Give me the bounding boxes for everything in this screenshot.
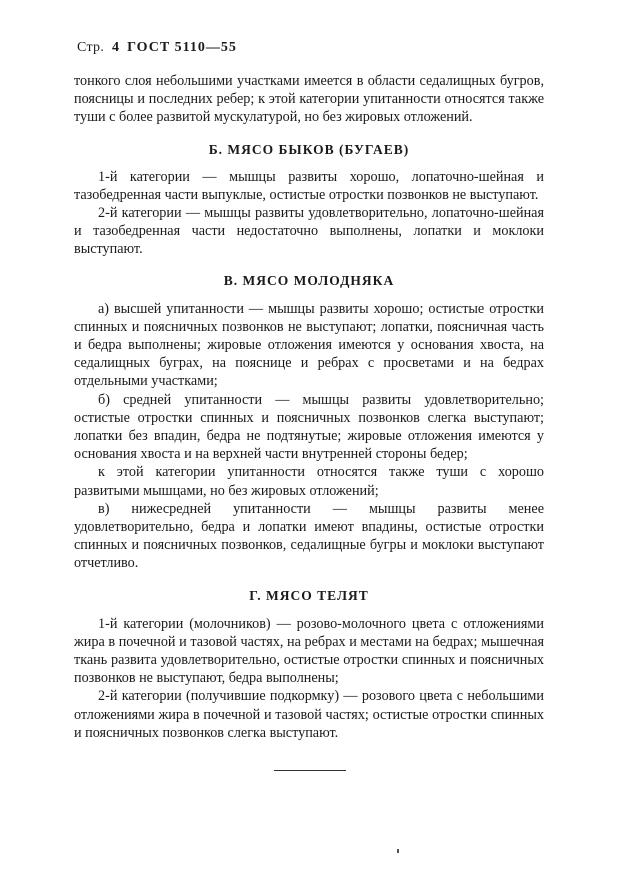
page-header bbox=[77, 40, 237, 56]
section-g-paragraph-2: 2-й категории (получившие подкормку) — розового цвета с небольшими отложениями жира в почечной и тазовой частях; остистые отростки спинных и поясничных позвонков слегка выступают. bbox=[74, 688, 544, 741]
section-v-paragraph-3: к этой категории упитанности относятся также туши с хорошо развитыми мышцами, но без жировых отложений; bbox=[74, 464, 544, 499]
section-v-title: В. МЯСО МОЛОДНЯКА bbox=[223, 272, 395, 288]
page-number: 4 bbox=[111, 40, 120, 55]
section-v-paragraph-2: б) средней упитанности — мышцы развиты удовлетворительно; остистые отростки спинных и поясничных позвонков слегка выступают; лопатки без впадин, бедра не подтянутые; жировые отложения имеются у основания хвоста и на верхней части внутренней стороны бедер; bbox=[74, 391, 544, 463]
section-g-paragraph-1: 1-й категории (молочников) — розово-молочного цвета с отложениями жира в почечной и тазовой частях, на ребрах и местами на бедрах; мышечная ткань развита удовлетворительно, остистые отростки спинных и поясничных позвонков не выступают, бедра выполнены; bbox=[74, 615, 544, 687]
end-divider bbox=[274, 770, 346, 771]
scan-mark bbox=[397, 849, 399, 853]
section-b-paragraph-2: 2-й категории — мышцы развиты удовлетворительно, лопаточно-шейная и тазобедренная части недостаточно выполнены, лопатки и моклоки выступают. bbox=[74, 205, 544, 258]
section-b-paragraph-1: 1-й категории — мышцы развиты хорошо, лопаточно-шейная и тазобедренная части выпуклые, остистые отростки позвонков не выступают. bbox=[74, 168, 544, 203]
document-body bbox=[74, 72, 544, 742]
standard-code: ГОСТ 5110—55 bbox=[127, 40, 237, 55]
section-g-title: Г. МЯСО ТЕЛЯТ bbox=[249, 587, 369, 603]
section-b-title: Б. МЯСО БЫКОВ (БУГАЕВ) bbox=[208, 141, 410, 157]
intro-paragraph: тонкого слоя небольшими участками имеется в области седалищных бугров, поясницы и последних ребер; к этой категории упитанности относятся также туши с более развитой мускулатурой, но без жировых отложений. bbox=[74, 73, 544, 126]
page-prefix: Стр. bbox=[77, 40, 105, 55]
section-v-paragraph-4: в) нижесредней упитанности — мышцы развиты менее удовлетворительно, бедра и лопатки имеют впадины, остистые отростки спинных и поясничных позвонков, седалищные бугры и моклоки выступают отчетливо. bbox=[74, 500, 544, 572]
section-v-paragraph-1: а) высшей упитанности — мышцы развиты хорошо; остистые отростки спинных и поясничных позвонков не выступают; лопатки, поясничная часть и бедра выполнены; жировые отложения имеются у основания хвоста, на седалищных буграх, на пояснице и ребрах с просветами и на бедрах отдельными участками; bbox=[74, 300, 544, 390]
